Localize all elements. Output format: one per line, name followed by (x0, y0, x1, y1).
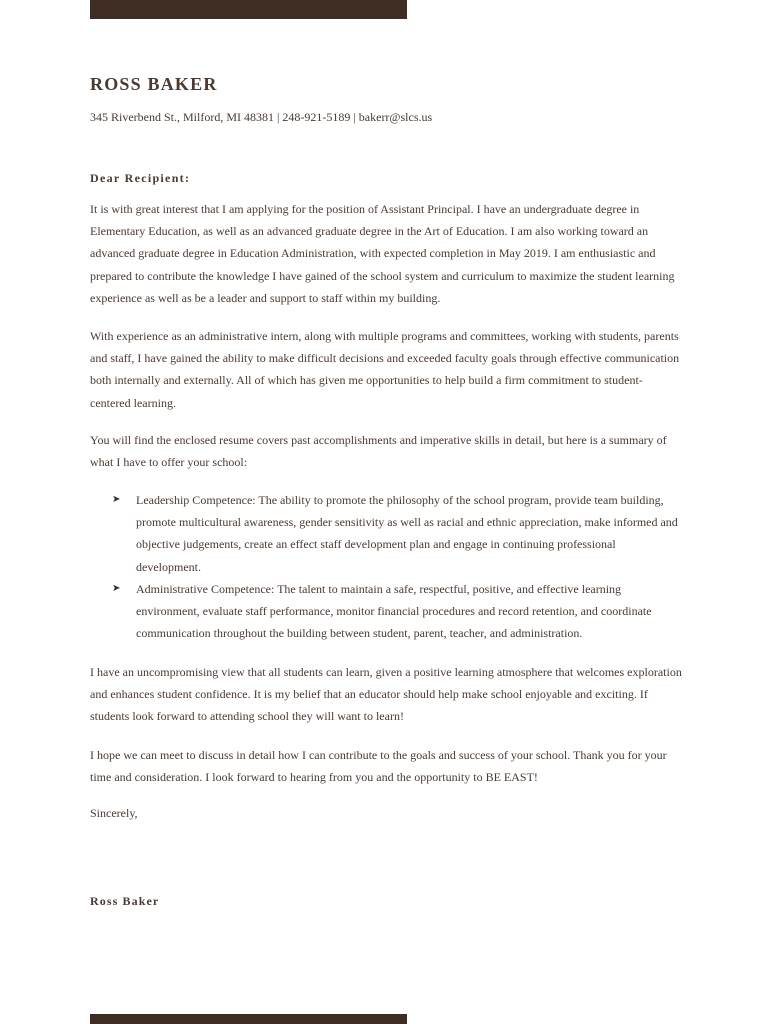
competence-list (90, 489, 682, 644)
complimentary-close: Sincerely, (90, 806, 138, 820)
sender-name: ROSS BAKER (90, 74, 218, 94)
list-item-text: Leadership Competence: The ability to promote the philosophy of the school program, provide team building, promote multicultural awareness, gender sensitivity as well as racial and ethnic appreciation, make informed and objective judgements, create an effect staff development plan and engage in continuing professional development. (136, 493, 678, 574)
salutation: Dear Recipient: (90, 171, 191, 185)
paragraph-intro: It is with great interest that I am applying for the position of Assistant Principal. I have an undergraduate degree in Elementary Education, as well as an advanced graduate degree in the Art of Education. I am also working toward an advanced graduate degree in Education Administration, with expected completion in May 2019. I am enthusiastic and prepared to contribute the knowledge I have gained of the school system and curriculum to maximize the student learning experience as well as be a leader and support to staff within my building. (90, 202, 675, 305)
header-accent-bar (90, 0, 407, 19)
paragraph-closing: I hope we can meet to discuss in detail how I can contribute to the goals and success of your school. Thank you for your time and consideration. I look forward to hearing from you and the opportunity to BE EAST! (90, 748, 667, 785)
list-item (90, 489, 682, 578)
list-item (90, 578, 682, 645)
arrowhead-bullet-icon: ➤ (112, 494, 121, 505)
arrowhead-bullet-icon: ➤ (112, 582, 121, 594)
paragraph-experience: With experience as an administrative intern, along with multiple programs and committees, working with students, parents and staff, I have gained the ability to make difficult decisions and exceeded faculty goals through effective communication both internally and externally. All of which has given me opportunities to help build a firm commitment to student-centered learning. (90, 329, 680, 410)
footer-accent-bar (90, 1014, 407, 1024)
signature-name: Ross Baker (90, 894, 160, 908)
list-item-text: Administrative Competence: The talent to maintain a safe, respectful, positive, and effective learning environment, evaluate staff performance, monitor financial procedures and record retention, and coordinate communication throughout the building between student, parent, teacher, and administration. (136, 581, 652, 641)
paragraph-philosophy: I have an uncompromising view that all students can learn, given a positive learning atmosphere that welcomes exploration and enhances student confidence. It is my belief that an educator should help make school enjoyable and exciting. If students look forward to attending school they will want to learn! (90, 665, 682, 724)
sender-contact-info: 345 Riverbend St., Milford, MI 48381 | 248-921-5189 | bakerr@slcs.us (90, 110, 433, 124)
paragraph-summary-lead: You will find the enclosed resume covers past accomplishments and imperative skills in detail, but here is a summary of what I have to offer your school: (90, 433, 667, 470)
